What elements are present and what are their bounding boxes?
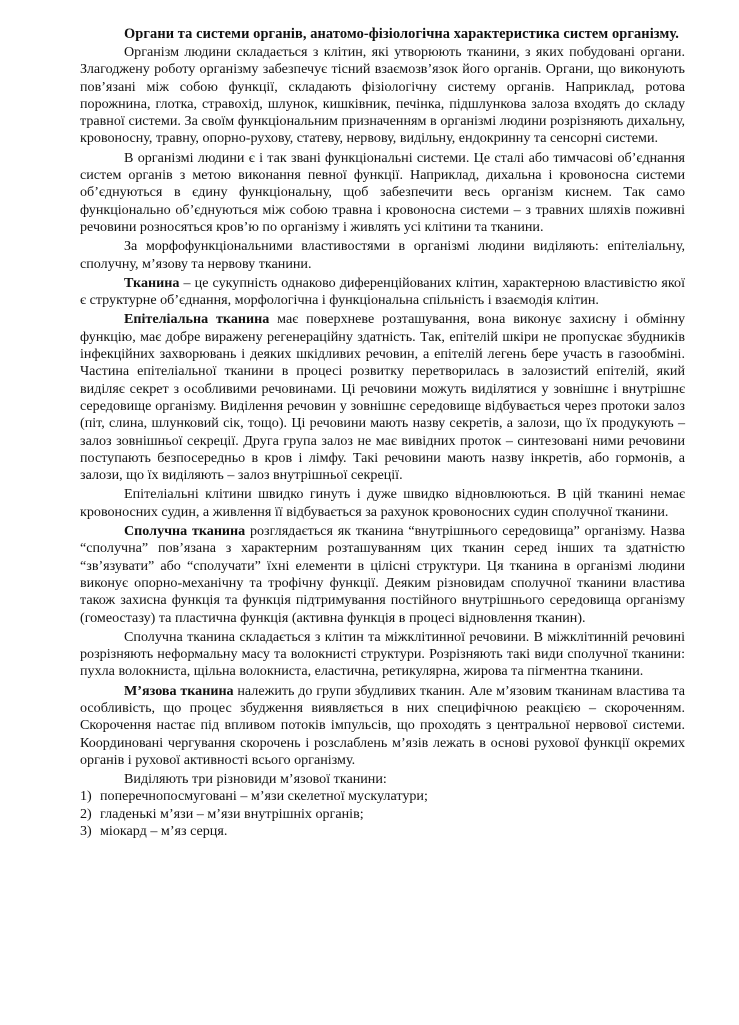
paragraph-tissue-definition [80, 275, 685, 310]
paragraph-connective-composition: Сполучна тканина складається з клітин та міжклітинної речовини. В міжклітинній речовині розрізняють неформальну масу та волокнисті структури. Розрізняють такі види сполучної тканини: пухла волокниста, щільна волокниста, еластична, ретикулярна, жирова та пігментна тканини. [80, 628, 685, 680]
paragraph-functional-systems: В організмі людини є і так звані функціональні системи. Це сталі або тимчасові об’єднання систем органів з метою виконання певної функції. Наприклад, дихальна і кровоносна системи об’єднуються в єдину функціональну, щоб забезпечити весь організм киснем. Так само функціонально об’єднуються між собою травна і кровоносна системи – з травних шляхів поживні речовини розносяться кров’ю по організму і живлять усі клітини та тканини. [80, 149, 685, 235]
paragraph-epithelial-renewal: Епітеліальні клітини швидко гинуть і дуже швидко відновлюються. В цій тканині немає кровоносних судин, а живлення її відбувається за рахунок кровоносних судин сполучної тканини. [80, 486, 685, 520]
list-item-text: поперечнопосмуговані – м’язи скелетної мускулатури; [100, 788, 428, 805]
tissue-definition-text: – це сукупність однаково диференційованих клітин, характерною властивістю якої є структурне об’єднання, морфологічна і функціональна спільність і взаємодія клітин. [80, 274, 685, 309]
paragraph-organism-structure: Організм людини складається з клітин, які утворюють тканини, з яких побудовані органи. Злагоджену роботу організму забезпечує тісний взаємозв’язок його органів. Органи, що виконують пов’язані між собою функції, складають фізіологічну систему органів. Наприклад, ротова порожнина, глотка, стравохід, шлунок, кишківник, печінка, підшлункова залоза входять до складу травної системи. За своїм функціональним призначенням в організмі людини розрізняють дихальну, кровоносну, травну, опорно-рухову, статеву, нервову, видільну, ендокринну та сенсорні системи. [80, 44, 685, 147]
muscle-tissue-text: належить до групи збудливих тканин. Але м’язовим тканинам властива та особливість, що процес збудження виявляється в них специфічною реакцією – скороченням. Скорочення настає під впливом потоків імпульсів, що проходять з центральної нервової системи. Координовані чергування скорочень і розслаблень м’язів лежать в основі рухової функції окремих органів і рухової активності всього організму. [80, 682, 685, 768]
list-item-text: гладенькі м’язи – м’язи внутрішніх органів; [100, 805, 364, 822]
list-item-number: 1) [80, 788, 92, 805]
connective-tissue-text: розглядається як тканина “внутрішнього середовища” організму. Назва “сполучна” пов’язана з характерним розташуванням цих тканин серед інших та здатністю “зв’язувати” або “сполучати” їхні елементи в цілісні структури. Ця тканина в організмі людини виконує опорно-механічну та трофічну функції. Деяким різновидам сполучної тканини властива також захисна функція та функція підтримування постійного внутрішнього середовища організму (гомеостазу) та пластична функція (активна функція в процесі відновлення тканин). [80, 523, 685, 626]
muscle-types-list [80, 788, 685, 840]
document-title: Органи та системи органів, анатомо-фізіологічна характеристика систем організму. [124, 26, 679, 42]
paragraph-muscle-tissue [80, 683, 685, 769]
list-item [80, 806, 685, 823]
paragraph-connective-tissue [80, 523, 685, 627]
paragraph-epithelial-tissue [80, 311, 685, 484]
list-item [80, 823, 685, 840]
list-item-text: міокард – м’яз серця. [100, 823, 228, 840]
term-connective-tissue: Сполучна тканина [124, 523, 246, 540]
epithelial-tissue-text: має поверхневе розташування, вона виконує захисну і обмінну функцію, має добре виражену регенераційну здатність. Так, епітелій шкіри не пропускає збудників інфекційних захворювань і деяких шкідливих речовин, а епітелій легень бере участь в газообміні. Частина епітеліальної тканини в процесі розвитку перетворилась в залозистий епітелій, який виділяє секрет з особливими речовинами. Ці речовини можуть виділятися у зовнішнє і внутрішнє середовище організму. Виділення речовин у зовнішнє середовище відбувається через протоки залоз (піт, слина, шлунковий сік, тощо). Ці речовини мають назву секретів, а залози, що їх продукують – залоз зовнішньої секреції. Друга група залоз не має вивідних проток – синтезовані ними речовини поступають безпосередньо в кров і лімфу. Такі речовини мають назву інкретів, або гормонів, а залози, що їх виділяють – залоз внутрішньої секреції. [80, 311, 685, 484]
term-epithelial-tissue: Епітеліальна тканина [124, 311, 270, 328]
paragraph-muscle-types-intro: Виділяють три різновиди м’язової тканини: [124, 771, 387, 788]
list-item-number: 2) [80, 805, 92, 822]
list-item-number: 3) [80, 823, 92, 840]
list-item [80, 788, 685, 805]
term-tissue: Тканина [124, 274, 180, 291]
paragraph-tissue-types: За морфофункціональними властивостями в організмі людини виділяють: епітеліальну, сполучну, м’язову та нервову тканини. [80, 238, 685, 272]
term-muscle-tissue: М’язова тканина [124, 682, 234, 699]
